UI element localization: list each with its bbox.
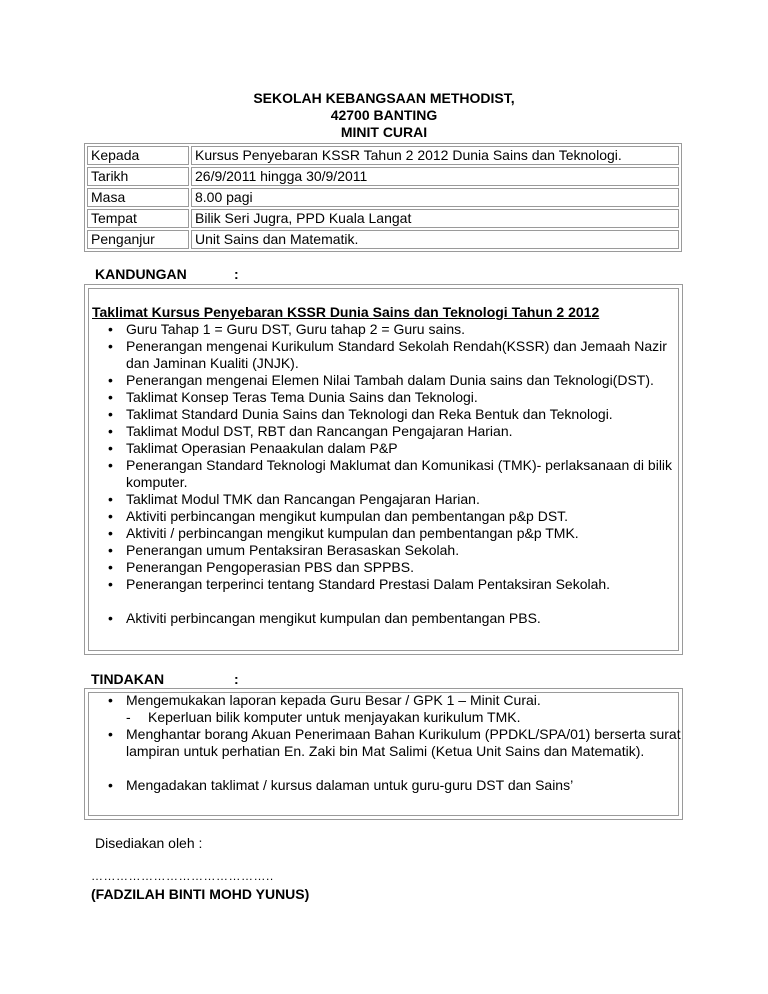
list-item: • Mengadakan taklimat / kursus dalaman untuk guru-guru DST dan Sains’ bbox=[101, 777, 681, 794]
list-item: • Taklimat Standard Dunia Sains dan Teknologi dan Reka Bentuk dan Teknologi. bbox=[101, 406, 681, 423]
list-item: • Penerangan mengenai Kurikulum Standard Sekolah Rendah(KSSR) dan Jemaah Nazir dan Jaminan Kualiti (JNJK). bbox=[101, 338, 681, 372]
table-row bbox=[87, 209, 679, 228]
list-item: • Taklimat Modul DST, RBT dan Rancangan Pengajaran Harian. bbox=[101, 423, 681, 440]
list-item: • Penerangan terperinci tentang Standard Prestasi Dalam Pentaksiran Sekolah. bbox=[101, 576, 681, 593]
list-item: • Menghantar borang Akuan Penerimaan Bahan Kurikulum (PPDKL/SPA/01) berserta surat lampiran untuk perhatian En. Zaki bin Mat Salimi (Ketua Unit Sains dan Matematik). bbox=[101, 726, 681, 760]
info-value: Unit Sains dan Matematik. bbox=[191, 230, 679, 249]
info-key: Penganjur bbox=[87, 230, 189, 249]
info-key: Masa bbox=[87, 188, 189, 207]
list-subitem: - Keperluan bilik komputer untuk menjayakan kurikulum TMK. bbox=[101, 709, 681, 726]
info-table bbox=[84, 143, 682, 252]
kandungan-colon: : bbox=[234, 266, 239, 282]
info-key: Tempat bbox=[87, 209, 189, 228]
signatory-name: (FADZILAH BINTI MOHD YUNUS) bbox=[91, 886, 310, 902]
list-item: • Mengemukakan laporan kepada Guru Besar / GPK 1 – Minit Curai. bbox=[101, 692, 681, 709]
tindakan-colon: : bbox=[234, 671, 239, 687]
info-value: 8.00 pagi bbox=[191, 188, 679, 207]
table-row bbox=[87, 146, 679, 165]
table-row bbox=[87, 230, 679, 249]
school-address: 42700 BANTING bbox=[330, 107, 438, 123]
info-value: Kursus Penyebaran KSSR Tahun 2 2012 Dunia Sains dan Teknologi. bbox=[191, 146, 679, 165]
info-value: 26/9/2011 hingga 30/9/2011 bbox=[191, 167, 679, 186]
kandungan-list bbox=[101, 321, 681, 627]
table-row bbox=[87, 188, 679, 207]
list-item: • Guru Tahap 1 = Guru DST, Guru tahap 2 = Guru sains. bbox=[101, 321, 681, 338]
list-item: • Aktiviti perbincangan mengikut kumpulan dan pembentangan p&p DST. bbox=[101, 508, 681, 525]
list-item: • Taklimat Operasian Penaakulan dalam P&P bbox=[101, 440, 681, 457]
list-item: • Penerangan umum Pentaksiran Berasaskan Sekolah. bbox=[101, 542, 681, 559]
info-value: Bilik Seri Jugra, PPD Kuala Langat bbox=[191, 209, 679, 228]
list-item: • Penerangan mengenai Elemen Nilai Tambah dalam Dunia sains dan Teknologi(DST). bbox=[101, 372, 681, 389]
list-item: • Aktiviti perbincangan mengikut kumpulan dan pembentangan PBS. bbox=[101, 610, 681, 627]
school-name: SEKOLAH KEBANGSAAN METHODIST, bbox=[253, 90, 515, 106]
info-key: Tarikh bbox=[87, 167, 189, 186]
list-item: • Penerangan Standard Teknologi Maklumat dan Komunikasi (TMK)- perlaksanaan di bilik komputer. bbox=[101, 457, 681, 491]
list-item: • Taklimat Modul TMK dan Rancangan Pengajaran Harian. bbox=[101, 491, 681, 508]
info-key: Kepada bbox=[87, 146, 189, 165]
list-item: • Penerangan Pengoperasian PBS dan SPPBS. bbox=[101, 559, 681, 576]
kandungan-label bbox=[95, 266, 239, 283]
tindakan-label-text: TINDAKAN bbox=[91, 671, 165, 687]
tindakan-label bbox=[91, 671, 239, 688]
list-item: • Taklimat Konsep Teras Tema Dunia Sains dan Teknologi. bbox=[101, 389, 681, 406]
tindakan-list bbox=[101, 692, 681, 794]
document-title: MINIT CURAI bbox=[340, 124, 428, 140]
kandungan-title: Taklimat Kursus Penyebaran KSSR Dunia Sains dan Teknologi Tahun 2 2012 bbox=[92, 304, 600, 320]
list-item: • Aktiviti / perbincangan mengikut kumpulan dan pembentangan p&p TMK. bbox=[101, 525, 681, 542]
kandungan-label-text: KANDUNGAN bbox=[95, 266, 187, 282]
prepared-by-label: Disediakan oleh : bbox=[95, 835, 203, 851]
signature-line: …………………………………….. bbox=[91, 869, 274, 883]
table-row bbox=[87, 167, 679, 186]
